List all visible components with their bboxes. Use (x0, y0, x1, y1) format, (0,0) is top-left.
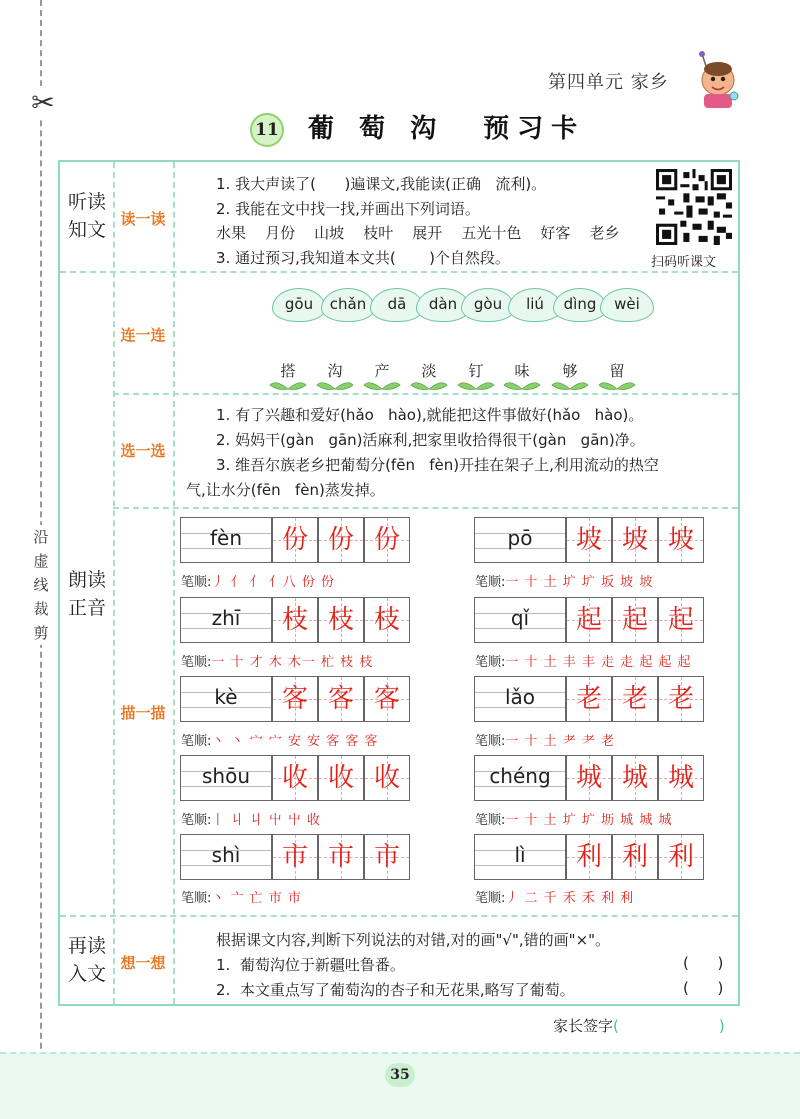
tian-grid[interactable] (566, 597, 612, 643)
connect-char[interactable]: 搭 (280, 362, 296, 380)
trace-char: 枝 (327, 605, 354, 635)
trace-item (180, 834, 412, 880)
pinyin-leaf[interactable]: gòu (461, 288, 515, 322)
think-item: 2. 本文重点写了葡萄沟的杏子和无花果,略写了葡萄。 (216, 981, 575, 999)
stroke-label: 笔顺: (475, 575, 506, 590)
tian-grid[interactable] (272, 597, 318, 643)
tian-grid[interactable] (658, 676, 704, 722)
stroke-label: 笔顺: (475, 813, 506, 828)
pinyin-text: chéng (489, 764, 551, 788)
tian-grid[interactable] (612, 834, 658, 880)
pinyin-leaf[interactable]: wèi (600, 288, 654, 322)
trace-char: 坡 (621, 525, 648, 555)
connect-char[interactable]: 沟 (327, 362, 343, 380)
pinyin-text: shōu (201, 764, 250, 788)
trace-char: 客 (327, 684, 354, 714)
trace-char: 城 (667, 763, 694, 793)
trace-char: 起 (667, 605, 694, 635)
cut-instruction (28, 525, 54, 645)
lesson-title (250, 108, 585, 148)
stroke-label: 笔顺: (475, 655, 506, 670)
trace-char: 客 (373, 684, 400, 714)
cut-char: 线 (33, 576, 49, 594)
trace-char: 枝 (373, 605, 400, 635)
row-divider (60, 271, 738, 273)
pinyin-leaf[interactable]: dā (370, 288, 424, 322)
pinyin-text: pō (507, 526, 533, 550)
task-label-choose: 选一选 (120, 442, 166, 460)
label-line: 入文 (67, 963, 106, 985)
tian-grid[interactable] (272, 676, 318, 722)
trace-char: 城 (621, 763, 648, 793)
stroke-sequence: 丿 亻 亻 亻八 份 份 (211, 575, 336, 590)
sprout-icons (264, 377, 644, 391)
stroke-sequence: 一 十 土 耂 耂 老 (505, 734, 616, 749)
pinyin-box (180, 834, 272, 880)
tian-grid[interactable] (612, 755, 658, 801)
connect-char[interactable]: 钉 (468, 362, 484, 380)
trace-char: 坡 (575, 525, 602, 555)
trace-char: 老 (575, 684, 602, 714)
label-line: 正音 (67, 597, 106, 619)
stroke-order (181, 730, 378, 749)
pinyin-box (180, 676, 272, 722)
trace-char: 市 (281, 842, 308, 872)
stroke-label: 笔顺: (475, 891, 506, 906)
trace-char: 利 (667, 842, 694, 872)
trace-char: 枝 (281, 605, 308, 635)
column-divider (113, 162, 115, 1004)
trace-char: 坡 (667, 525, 694, 555)
label-line: 朗读 (67, 569, 106, 591)
row-divider (60, 915, 738, 917)
pinyin-text: shì (211, 843, 241, 867)
tian-grid[interactable] (566, 676, 612, 722)
choose-line: 1. 有了兴趣和爱好(hǎo hào),就能把这件事做好(hǎo hào)。 (216, 406, 644, 424)
section-label-listen (62, 188, 112, 244)
section-label-reread (62, 932, 112, 988)
trace-char: 收 (327, 763, 354, 793)
label-line: 再读 (67, 935, 106, 957)
tian-grid[interactable] (318, 676, 364, 722)
stroke-order (475, 571, 653, 590)
trace-char: 份 (373, 525, 400, 555)
tian-grid[interactable] (612, 597, 658, 643)
stroke-order (181, 887, 302, 906)
tian-grid[interactable] (364, 834, 410, 880)
connect-char[interactable]: 产 (374, 362, 390, 380)
cut-char: 剪 (33, 624, 49, 642)
pinyin-text: lì (514, 843, 526, 867)
task-label-connect: 连一连 (120, 326, 166, 344)
tian-grid[interactable] (658, 755, 704, 801)
trace-char: 收 (373, 763, 400, 793)
trace-item (474, 755, 706, 801)
section-label-read-aloud (62, 566, 112, 622)
pinyin-box (474, 834, 566, 880)
pinyin-box (474, 755, 566, 801)
stroke-sequence: 丶 丶 宀 宀 安 安 客 客 客 (211, 734, 379, 749)
stroke-order (475, 809, 672, 828)
stroke-sequence: 一 十 土 丰 丰 走 走 起 起 起 (505, 655, 692, 670)
stroke-sequence: 一 十 才 木 木一 杧 枝 枝 (211, 655, 374, 670)
trace-char: 市 (373, 842, 400, 872)
trace-item (474, 517, 706, 563)
answer-paren[interactable]: ( ) (683, 954, 724, 972)
connect-char[interactable]: 留 (609, 362, 625, 380)
pinyin-leaf[interactable]: gōu (272, 288, 326, 322)
row-divider (113, 507, 738, 509)
stroke-order (181, 651, 373, 670)
pinyin-leaf[interactable]: dàn (416, 288, 470, 322)
row-divider (113, 393, 738, 395)
stroke-order (475, 887, 634, 906)
task-label-read: 读一读 (120, 210, 166, 228)
label-line: 知文 (67, 219, 106, 241)
column-divider (173, 162, 175, 1004)
task-label-think: 想一想 (120, 954, 166, 972)
read-line: 1. 我大声读了( )遍课文,我能读(正确 流利)。 (216, 175, 547, 193)
stroke-label: 笔顺: (475, 734, 506, 749)
stroke-label: 笔顺: (181, 734, 212, 749)
qr-caption: 扫码听课文 (651, 255, 717, 270)
stroke-label: 笔顺: (181, 813, 212, 828)
trace-item (474, 676, 706, 722)
signature-label: 家长签字 (553, 1017, 614, 1035)
pinyin-box (180, 755, 272, 801)
cut-char: 虚 (33, 552, 49, 570)
pinyin-leaf[interactable]: dìng (553, 288, 607, 322)
pinyin-leaf[interactable]: liú (508, 288, 562, 322)
lesson-number-badge: 11 (250, 113, 284, 147)
trace-item (474, 597, 706, 643)
tian-grid[interactable] (364, 676, 410, 722)
scissors-icon: ✂ (28, 86, 58, 120)
read-line: 3. 通过预习,我知道本文共( )个自然段。 (216, 249, 510, 267)
stroke-label: 笔顺: (181, 891, 212, 906)
tian-grid[interactable] (318, 517, 364, 563)
tian-grid[interactable] (566, 834, 612, 880)
pinyin-box (180, 517, 272, 563)
stroke-order (181, 571, 335, 590)
trace-char: 起 (621, 605, 648, 635)
stroke-label: 笔顺: (181, 575, 212, 590)
choose-line: 3. 维吾尔族老乡把葡萄分(fēn fèn)开挂在架子上,利用流动的热空 (216, 456, 659, 474)
qr-code-icon[interactable] (656, 169, 732, 245)
pinyin-text: zhī (211, 606, 241, 630)
pinyin-text: kè (214, 685, 238, 709)
trace-char: 利 (621, 842, 648, 872)
stroke-label: 笔顺: (181, 655, 212, 670)
trace-item (180, 597, 412, 643)
trace-item (474, 834, 706, 880)
tian-grid[interactable] (272, 755, 318, 801)
cut-char: 沿 (33, 528, 49, 546)
stroke-sequence: 一 十 土 圹 圹 坜 城 城 城 (505, 813, 673, 828)
trace-char: 老 (667, 684, 694, 714)
tian-grid[interactable] (658, 834, 704, 880)
pinyin-text: fèn (209, 526, 243, 550)
trace-char: 利 (575, 842, 602, 872)
trace-char: 收 (281, 763, 308, 793)
unit-heading: 第四单元 家乡 (548, 72, 669, 93)
answer-paren[interactable]: ( ) (683, 979, 724, 997)
connect-char[interactable]: 味 (514, 362, 530, 380)
tian-grid[interactable] (566, 755, 612, 801)
tian-grid[interactable] (612, 517, 658, 563)
tian-grid[interactable] (612, 676, 658, 722)
pinyin-text: lǎo (504, 685, 536, 709)
mascot-icon (692, 50, 740, 110)
read-line: 2. 我能在文中找一找,并画出下列词语。 (216, 200, 480, 218)
tian-grid[interactable] (318, 755, 364, 801)
choose-line: 气,让水分(fēn fèn)蒸发掉。 (186, 481, 385, 499)
stroke-order (475, 730, 615, 749)
signature-paren-right: ) (718, 1017, 725, 1035)
stroke-order (475, 651, 692, 670)
tian-grid[interactable] (318, 834, 364, 880)
pinyin-box (180, 597, 272, 643)
stroke-order (181, 809, 321, 828)
cut-char: 裁 (33, 600, 49, 618)
lesson-name: 葡 萄 沟 (308, 114, 445, 144)
trace-char: 份 (281, 525, 308, 555)
tian-grid[interactable] (364, 597, 410, 643)
think-item: 1. 葡萄沟位于新疆吐鲁番。 (216, 956, 405, 974)
trace-char: 老 (621, 684, 648, 714)
trace-item (180, 517, 412, 563)
trace-char: 份 (327, 525, 354, 555)
signature-paren-left: ( (613, 1017, 619, 1035)
page-number: 35 (385, 1063, 415, 1087)
choose-line: 2. 妈妈干(gàn gān)活麻利,把家里收拾得很干(gàn gān)净。 (216, 431, 645, 449)
pinyin-box (474, 597, 566, 643)
stroke-sequence: 丿 二 千 禾 禾 利 利 (505, 891, 635, 906)
tian-grid[interactable] (566, 517, 612, 563)
connect-char[interactable]: 够 (562, 362, 578, 380)
trace-char: 城 (575, 763, 602, 793)
task-label-trace: 描一描 (120, 704, 166, 722)
pinyin-text: qǐ (510, 606, 530, 630)
card-label: 预习卡 (483, 114, 586, 144)
tian-grid[interactable] (272, 834, 318, 880)
connect-char[interactable]: 淡 (421, 362, 437, 380)
tian-grid[interactable] (272, 517, 318, 563)
trace-item (180, 755, 412, 801)
tian-grid[interactable] (658, 517, 704, 563)
tian-grid[interactable] (364, 517, 410, 563)
pinyin-box (474, 517, 566, 563)
stroke-sequence: 一 十 土 圹 圹 坂 坡 坡 (505, 575, 654, 590)
label-line: 听读 (67, 191, 106, 213)
tian-grid[interactable] (364, 755, 410, 801)
parent-signature[interactable] (553, 1015, 725, 1036)
trace-char: 客 (281, 684, 308, 714)
think-instruction: 根据课文内容,判断下列说法的对错,对的画"√",错的画"×"。 (216, 931, 611, 949)
stroke-sequence: 丶 亠 亡 市 市 (211, 891, 302, 906)
trace-char: 市 (327, 842, 354, 872)
tian-grid[interactable] (658, 597, 704, 643)
trace-item (180, 676, 412, 722)
trace-char: 起 (575, 605, 602, 635)
pinyin-leaf[interactable]: chǎn (321, 288, 375, 322)
read-line: 水果 月份 山坡 枝叶 展开 五光十色 好客 老乡 (216, 224, 620, 242)
tian-grid[interactable] (318, 597, 364, 643)
pinyin-box (474, 676, 566, 722)
stroke-sequence: 丨 丩 丩 屮 屮 收 (211, 813, 322, 828)
